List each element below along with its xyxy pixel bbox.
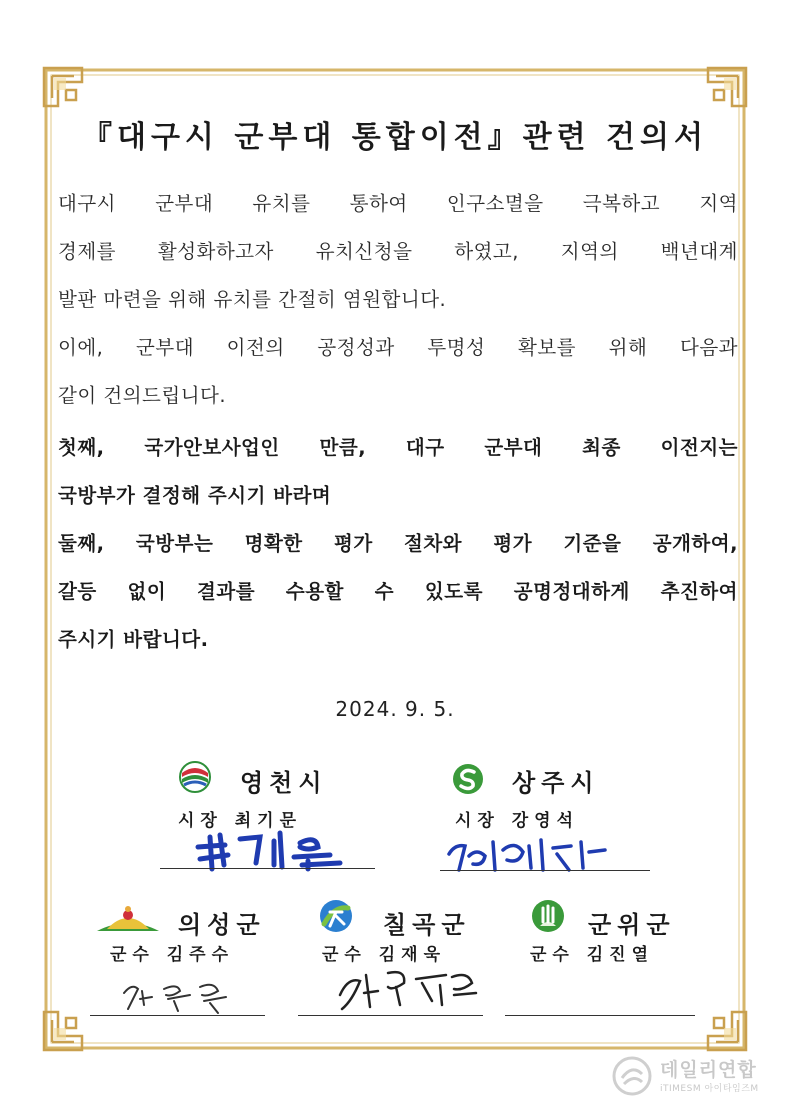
yeongcheon-emblem-icon <box>178 760 212 794</box>
role-gunwi: 군수 김진열 <box>530 945 655 965</box>
document-date: 2024. 9. 5. <box>335 697 455 721</box>
text-line: 이에, 군부대 이전의 공정성과 투명성 확보를 위해 다음과 <box>58 336 738 359</box>
paragraph-intro <box>58 180 738 324</box>
text-line: 발판 마련을 위해 유치를 간절히 염원합니다. <box>58 288 447 311</box>
text-line: 같이 건의드립니다. <box>58 384 227 407</box>
paragraph-request <box>58 324 738 420</box>
watermark-name: 데일리연합 <box>660 1059 757 1081</box>
text-line: 둘째, 국방부는 명확한 평가 절차와 평가 기준을 공개하여, <box>58 532 738 555</box>
text-line: 경제를 활성화하고자 유치신청을 하였고, 지역의 백년대계 <box>58 240 738 263</box>
role-sangju: 시장 강영석 <box>455 811 580 831</box>
signature-line <box>505 1015 695 1016</box>
gunwi-emblem-icon <box>530 898 566 934</box>
signature-line <box>160 868 375 869</box>
org-uiseong: 의성군 <box>178 911 266 939</box>
paragraph-first-point <box>58 424 738 520</box>
watermark-subtitle: iTIMESM 아이타임즈M <box>660 1084 759 1094</box>
chilgok-emblem-icon <box>318 898 354 934</box>
org-chilgok: 칠곡군 <box>383 911 471 939</box>
signature-sangju <box>445 830 635 875</box>
text-line: 대구시 군부대 유치를 통하여 인구소멸을 극복하고 지역 <box>58 192 738 215</box>
signature-line <box>440 870 650 871</box>
org-sangju: 상주시 <box>512 769 600 797</box>
sangju-emblem-icon <box>452 763 484 795</box>
document-title: 『대구시 군부대 통합이전』관련 건의서 <box>81 120 709 155</box>
paragraph-second-point <box>58 520 738 664</box>
role-yeongcheon: 시장 최기문 <box>178 811 303 831</box>
signature-line <box>298 1015 483 1016</box>
signature-chilgok <box>336 965 486 1015</box>
text-line: 갈등 없이 결과를 수용할 수 있도록 공명정대하게 추진하여 <box>58 580 738 603</box>
signature-uiseong <box>118 975 258 1015</box>
text-line: 주시기 바랍니다. <box>58 628 209 651</box>
role-chilgok: 군수 김재욱 <box>322 945 447 965</box>
uiseong-emblem-icon <box>95 905 161 935</box>
text-line: 국방부가 결정해 주시기 바라며 <box>58 484 332 507</box>
org-yeongcheon: 영천시 <box>240 769 328 797</box>
role-uiseong: 군수 김주수 <box>110 945 235 965</box>
signature-line <box>90 1015 265 1016</box>
text-line: 첫째, 국가안보사업인 만큼, 대구 군부대 최종 이전지는 <box>58 436 738 459</box>
org-gunwi: 군위군 <box>588 911 676 939</box>
